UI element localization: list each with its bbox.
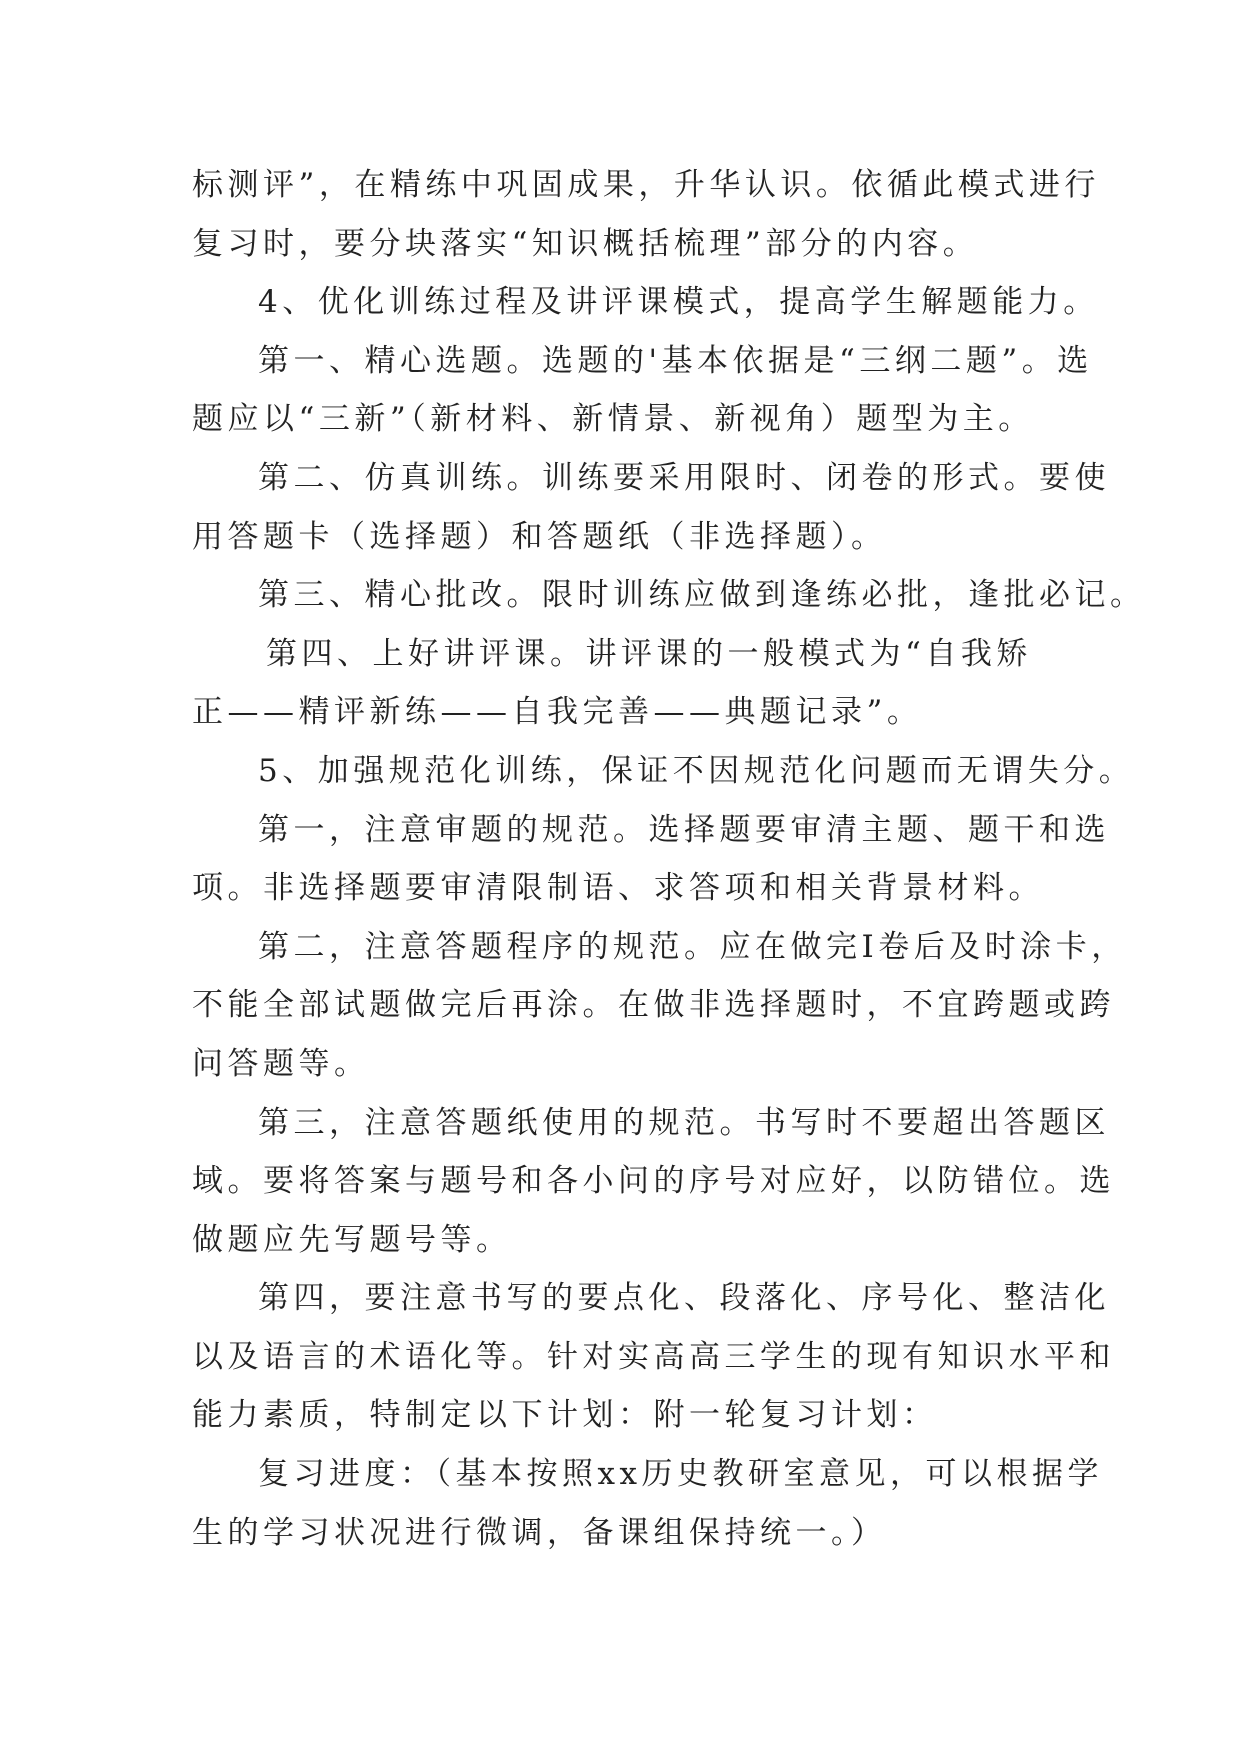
text-line: 以及语言的术语化等。针对实高高三学生的现有知识水平和 [192,1338,1115,1375]
text-line: 第二，注意答题程序的规范。应在做完Ⅰ卷后及时涂卡， [258,928,1127,965]
text-line: 第四、上好讲评课。讲评课的一般模式为“自我矫 [266,635,1032,672]
text-line: 做题应先写题号等。 [192,1221,512,1258]
text-line: 标测评”，在精练中巩固成果，升华认识。依循此模式进行 [192,167,1100,203]
text-line: 第三，注意答题纸使用的规范。书写时不要超出答题区 [258,1104,1110,1141]
text-line: 复习时，要分块落实“知识概括梳理”部分的内容。 [192,225,979,262]
text-line: 正——精评新练——自我完善——典题记录”。 [192,694,923,731]
text-line: 题应以“三新”（新材料、新情景、新视角）题型为主。 [192,401,1034,438]
text-line: 不能全部试题做完后再涂。在做非选择题时，不宜跨题或跨 [192,987,1115,1024]
text-line: 生的学习状况进行微调，备课组保持统一。） [192,1514,887,1551]
text-line: 用答题卡（选择题）和答题纸（非选择题）。 [192,518,887,555]
text-line: 第一，注意审题的规范。选择题要审清主题、题干和选 [258,811,1110,848]
text-line: 能力素质，特制定以下计划：附一轮复习计划： [192,1397,938,1434]
text-line: 问答题等。 [192,1045,370,1082]
text-line: 第三、精心批改。限时训练应做到逢练必批，逢批必记。 [258,577,1146,614]
document-body [192,156,1146,1562]
text-line: 域。要将答案与题号和各小问的序号对应好，以防错位。选 [192,1163,1115,1200]
text-line: 第二、仿真训练。训练要采用限时、闭卷的形式。要使 [258,459,1110,496]
text-line: 第四，要注意书写的要点化、段落化、序号化、整洁化 [258,1280,1110,1317]
text-line: 5、加强规范化训练，保证不因规范化问题而无谓失分。 [258,752,1135,789]
text-line: 第一、精心选题。选题的'基本依据是“三纲二题”。选 [258,342,1093,379]
text-line: 复习进度：（基本按照xx历史教研室意见，可以根据学 [258,1456,1103,1493]
text-line: 项。非选择题要审清限制语、求答项和相关背景材料。 [192,870,1044,907]
text-line: 4、优化训练过程及讲评课模式，提高学生解题能力。 [258,284,1099,321]
